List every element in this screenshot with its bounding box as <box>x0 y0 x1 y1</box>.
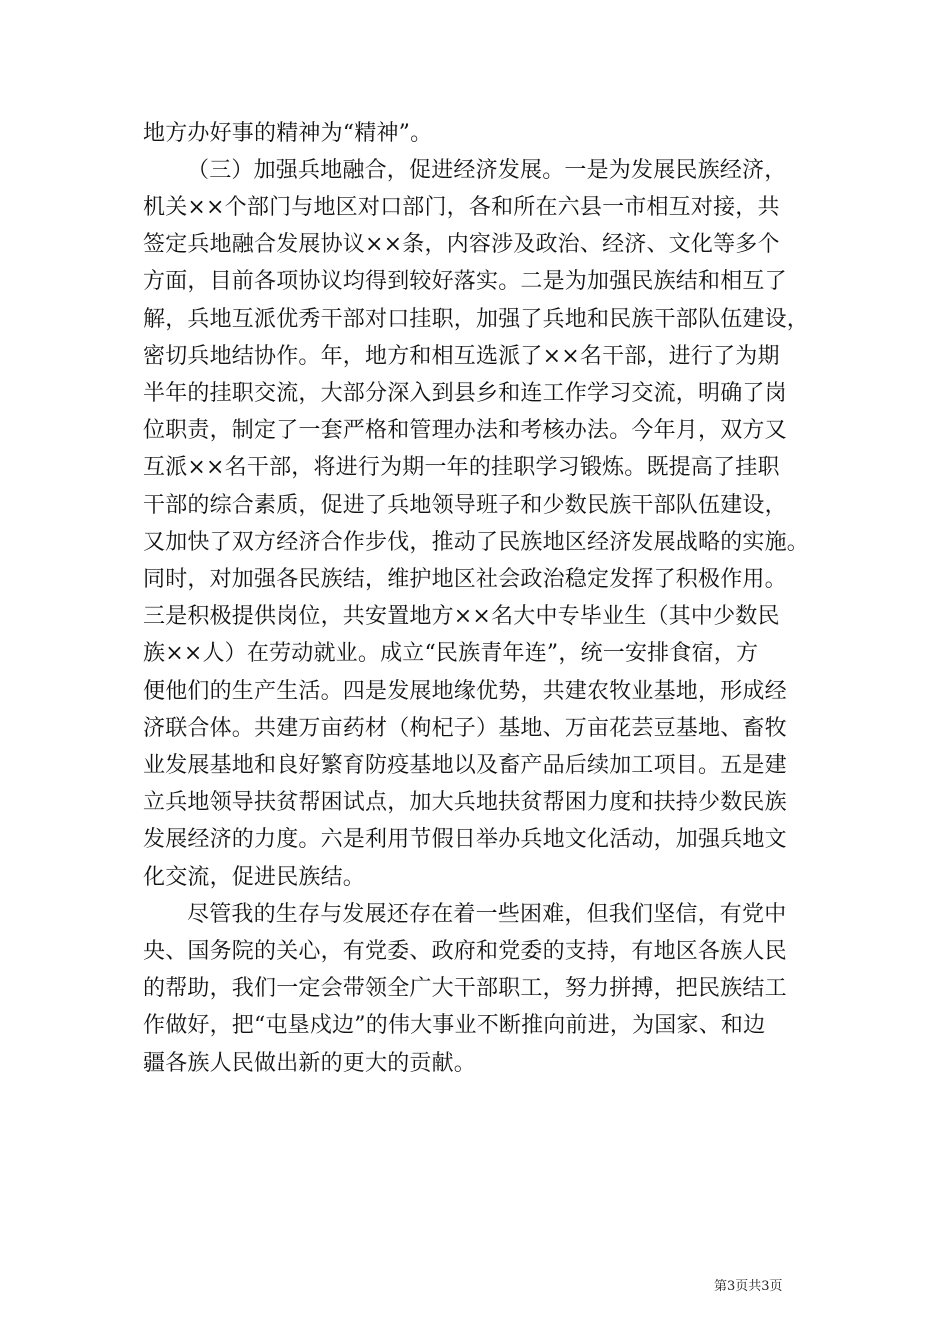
text-line-20: 发展经济的力度。六是利用节假日举办兵地文化活动，加强兵地文 <box>143 827 787 852</box>
text-line-3: 机关××个部门与地区对口部门，各和所在六县一市相互对接，共 <box>143 195 780 220</box>
text-line-6: 解，兵地互派优秀干部对口挂职，加强了兵地和民族干部队伍建设， <box>143 307 810 332</box>
text-line-13: 同时，对加强各民族结，维护地区社会政治稳定发挥了积极作用。 <box>143 567 787 592</box>
text-line-26: 疆各族人民做出新的更大的贡献。 <box>143 1051 477 1076</box>
text-line-21: 化交流，促进民族结。 <box>143 865 366 890</box>
text-line-10: 互派××名干部，将进行为期一年的挂职学习锻炼。既提高了挂职 <box>143 455 780 480</box>
text-line-8: 半年的挂职交流，大部分深入到县乡和连工作学习交流，明确了岗 <box>143 381 787 406</box>
text-line-16: 便他们的生产生活。四是发展地缘优势，共建农牧业基地，形成经 <box>143 679 787 704</box>
text-line-22: 尽管我的生存与发展还存在着一些困难，但我们坚信，有党中 <box>187 902 787 927</box>
text-line-15: 族××人）在劳动就业。成立“民族青年连”，统一安排食宿，方 <box>143 641 759 666</box>
text-line-17: 济联合体。共建万亩药材（枸杞子）基地、万亩花芸豆基地、畜牧 <box>143 716 787 741</box>
page-number: 第3页共3页 <box>714 1279 783 1294</box>
text-line-18: 业发展基地和良好繁育防疫基地以及畜产品后续加工项目。五是建 <box>143 753 787 778</box>
text-line-14: 三是积极提供岗位，共安置地方××名大中专毕业生（其中少数民 <box>143 604 780 629</box>
text-line-23: 央、国务院的关心，有党委、政府和党委的支持，有地区各族人民 <box>143 939 787 964</box>
text-line-1: 地方办好事的精神为“精神”。 <box>143 121 433 146</box>
text-line-19: 立兵地领导扶贫帮困试点，加大兵地扶贫帮困力度和扶持少数民族 <box>143 790 787 815</box>
text-line-2: （三）加强兵地融合，促进经济发展。一是为发展民族经济， <box>187 158 787 183</box>
text-line-12: 又加快了双方经济合作步伐，推动了民族地区经济发展战略的实施。 <box>143 530 810 555</box>
text-line-11: 干部的综合素质，促进了兵地领导班子和少数民族干部队伍建设， <box>143 493 787 518</box>
text-line-5: 方面，目前各项协议均得到较好落实。二是为加强民族结和相互了 <box>143 269 787 294</box>
text-line-4: 签定兵地融合发展协议××条，内容涉及政治、经济、文化等多个 <box>143 232 780 257</box>
text-line-9: 位职责，制定了一套严格和管理办法和考核办法。今年月，双方又 <box>143 418 787 443</box>
text-line-24: 的帮助，我们一定会带领全广大干部职工，努力拼搏，把民族结工 <box>143 976 787 1001</box>
text-line-7: 密切兵地结协作。年，地方和相互选派了××名干部，进行了为期 <box>143 344 780 369</box>
text-line-25: 作做好，把“屯垦戍边”的伟大事业不断推向前进，为国家、和边 <box>143 1013 766 1038</box>
